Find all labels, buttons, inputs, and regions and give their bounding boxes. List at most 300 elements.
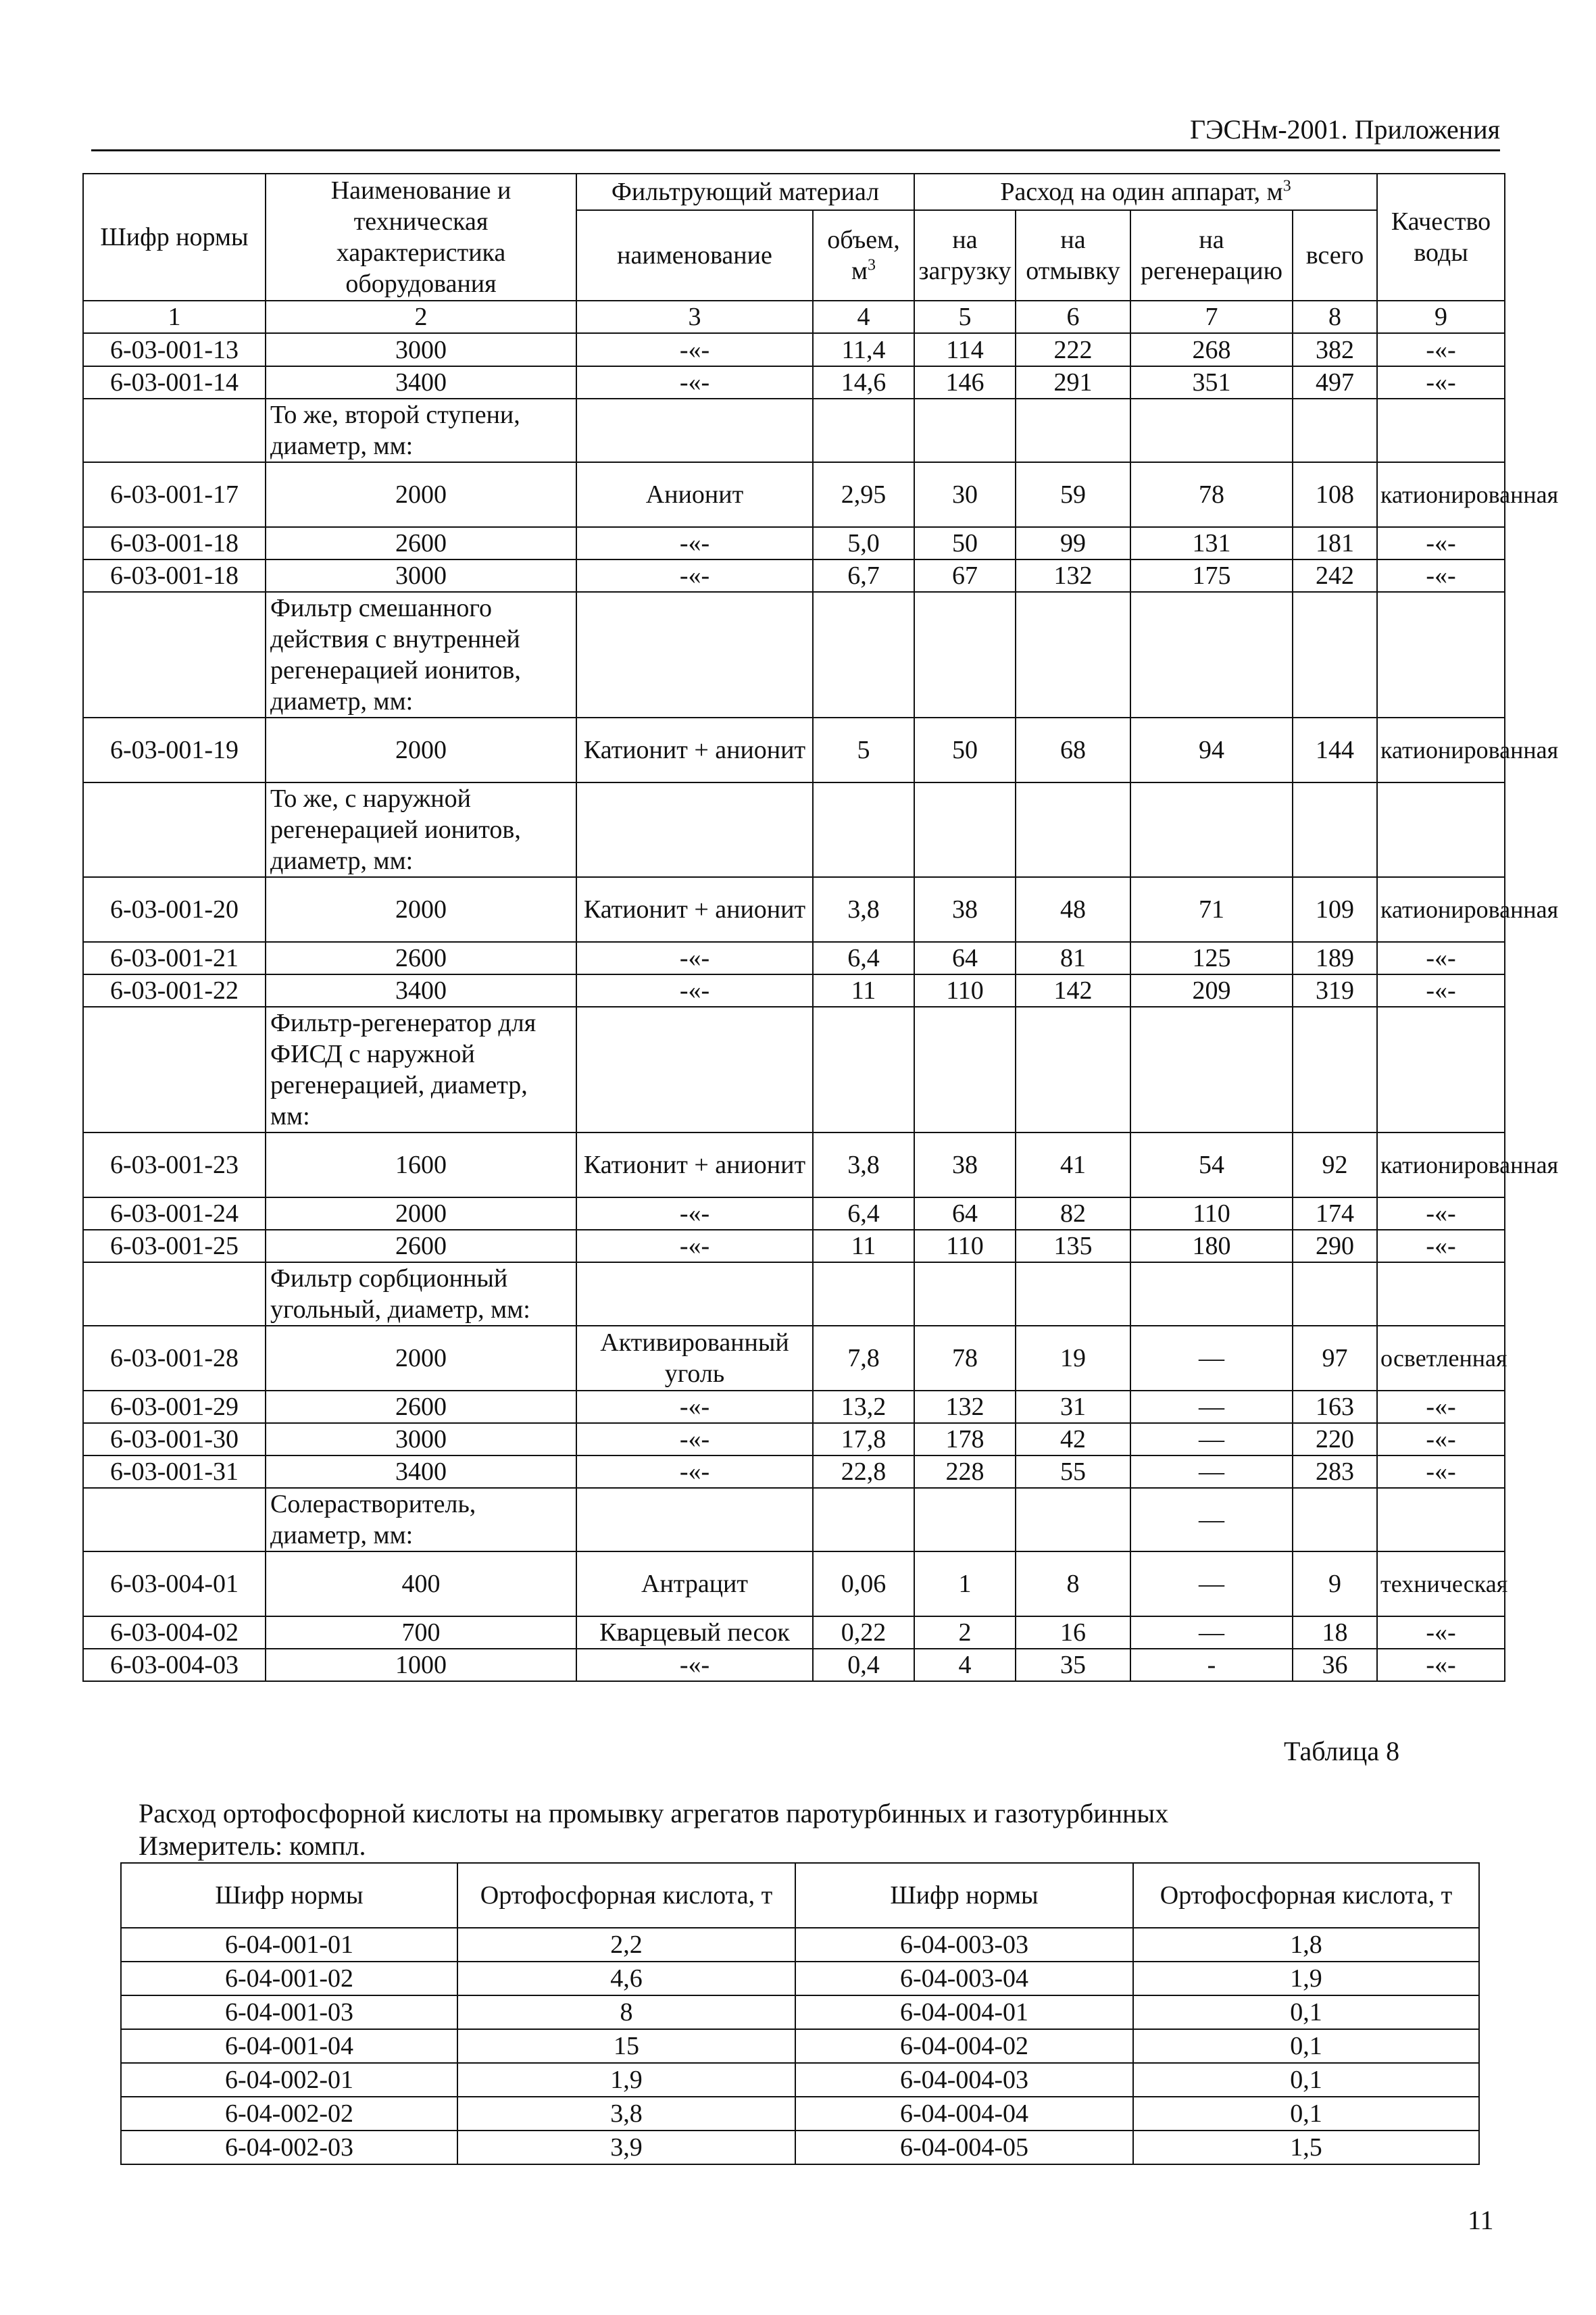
table-row [121,2097,1479,2131]
cell-volume [813,592,914,718]
cell-material: Антрацит [576,1551,813,1616]
cell-regen: — [1130,1423,1293,1455]
cell-code: 6-04-004-04 [795,2097,1133,2131]
cell-amount: 4,6 [457,1962,795,1995]
cell-regen: 131 [1130,527,1293,559]
cell-volume: 2,95 [813,462,914,527]
cell-regen: 71 [1130,877,1293,942]
cell-regen: — [1130,1616,1293,1649]
cell-material: -«- [576,1197,813,1230]
cell-total: 290 [1293,1230,1377,1262]
header-regen: на регенерацию [1130,210,1293,301]
cell-total: 97 [1293,1326,1377,1391]
cell-wash: 19 [1016,1326,1130,1391]
cell-material: -«- [576,1455,813,1488]
cell-material: -«- [576,527,813,559]
cell-material: -«- [576,1391,813,1423]
cell-amount: 15 [457,2029,795,2063]
cell-material: -«- [576,1649,813,1681]
cell-name: 2600 [266,1230,576,1262]
cell-load: 67 [914,559,1016,592]
cell-code [83,782,266,877]
table-row [121,2063,1479,2097]
table-unit: Измеритель: компл. [139,1831,366,1861]
cell-wash [1016,1488,1130,1551]
cell-total: 108 [1293,462,1377,527]
table-row [83,462,1505,527]
cell-total: 109 [1293,877,1377,942]
cell-quality: -«- [1377,974,1505,1007]
cell-amount: 1,9 [457,2063,795,2097]
cell-code: 6-04-004-01 [795,1995,1133,2029]
cell-volume: 11 [813,1230,914,1262]
table-row [83,1197,1505,1230]
cell-volume: 3,8 [813,1132,914,1197]
cell-volume: 11,4 [813,333,914,366]
cell-name: Солерастворитель, диаметр, мм: [266,1488,576,1551]
cell-name: 1000 [266,1649,576,1681]
cell-amount: 1,9 [1133,1962,1479,1995]
cell-regen: - [1130,1649,1293,1681]
table-row [83,1326,1505,1391]
table-row [83,1391,1505,1423]
cell-wash: 82 [1016,1197,1130,1230]
cell-code: 6-03-001-31 [83,1455,266,1488]
cell-code: 6-04-004-02 [795,2029,1133,2063]
cell-regen: 351 [1130,366,1293,399]
header-quality: Качество воды [1377,174,1505,301]
table-row [83,877,1505,942]
cell-code: 6-03-004-03 [83,1649,266,1681]
cell-regen: 78 [1130,462,1293,527]
cell-name: 2600 [266,942,576,974]
cell-name: То же, второй ступени, диаметр, мм: [266,399,576,462]
cell-regen: 268 [1130,333,1293,366]
cell-name: 2600 [266,527,576,559]
cell-material: -«- [576,366,813,399]
cell-quality: -«- [1377,1197,1505,1230]
cell-material: Катионит + анионит [576,877,813,942]
cell-regen: — [1130,1326,1293,1391]
cell-regen: 54 [1130,1132,1293,1197]
cell-volume [813,1007,914,1132]
cell-volume: 6,4 [813,942,914,974]
acid-header-amount: Ортофосфорная кислота, т [457,1863,795,1928]
cell-volume: 7,8 [813,1326,914,1391]
cell-regen: — [1130,1551,1293,1616]
cell-material: Катионит + анионит [576,718,813,782]
main-table [82,173,1559,1682]
table-title-text: Расход ортофосфорной кислоты на промывку агрегатов паротурбинных и газотурбинных [139,1798,1169,1828]
cell-code: 6-03-001-22 [83,974,266,1007]
cell-material: -«- [576,1230,813,1262]
cell-load: 4 [914,1649,1016,1681]
cell-quality [1377,399,1505,462]
col-number: 2 [266,301,576,333]
cell-regen: — [1130,1455,1293,1488]
cell-quality [1377,592,1505,718]
cell-name: Фильтр сорбционный угольный, диаметр, мм: [266,1262,576,1326]
cell-quality [1377,1488,1505,1551]
cell-material: -«- [576,974,813,1007]
cell-load: 110 [914,974,1016,1007]
cell-wash: 291 [1016,366,1130,399]
cell-code: 6-03-001-18 [83,559,266,592]
cell-total: 92 [1293,1132,1377,1197]
cell-name: 3000 [266,1423,576,1455]
table-row [121,1995,1479,2029]
header-wash: на отмывку [1016,210,1130,301]
table-row [83,1230,1505,1262]
cell-regen [1130,782,1293,877]
cell-total: 163 [1293,1391,1377,1423]
cell-wash: 135 [1016,1230,1130,1262]
table-row [83,1488,1505,1551]
cell-name: 2000 [266,1326,576,1391]
cell-code: 6-04-001-01 [121,1928,457,1962]
cell-total: 319 [1293,974,1377,1007]
cell-name: 400 [266,1551,576,1616]
table-row [121,2029,1479,2063]
cell-regen: — [1130,1488,1293,1551]
table-row [83,592,1505,718]
cell-load: 64 [914,942,1016,974]
cell-code: 6-04-004-05 [795,2131,1133,2164]
cell-total [1293,1262,1377,1326]
cell-volume [813,1262,914,1326]
cell-volume: 5,0 [813,527,914,559]
table-row [83,1551,1505,1616]
col-number: 6 [1016,301,1130,333]
cell-code: 6-03-004-01 [83,1551,266,1616]
cell-load [914,782,1016,877]
cell-quality: -«- [1377,942,1505,974]
table-caption: Таблица 8 [1284,1736,1400,1766]
cell-code: 6-03-001-21 [83,942,266,974]
cell-wash: 222 [1016,333,1130,366]
cell-quality: -«- [1377,1423,1505,1455]
cell-material [576,399,813,462]
col-number: 5 [914,301,1016,333]
table-title [139,1797,1456,1862]
header-filter-group: Фильтрующий материал [576,174,914,210]
cell-name: 3400 [266,366,576,399]
cell-name: 2000 [266,462,576,527]
cell-load [914,399,1016,462]
cell-code: 6-03-001-28 [83,1326,266,1391]
cell-quality: -«- [1377,1391,1505,1423]
cell-total: 36 [1293,1649,1377,1681]
header-name: Наименование и техническая характеристика оборудования [266,174,576,301]
cell-code: 6-04-001-04 [121,2029,457,2063]
cell-total: 144 [1293,718,1377,782]
cell-name: 3400 [266,974,576,1007]
table-row [83,1262,1505,1326]
cell-name: 3000 [266,333,576,366]
table-row [83,527,1505,559]
cell-code: 6-04-001-02 [121,1962,457,1995]
table-row [83,942,1505,974]
acid-header-code: Шифр нормы [795,1863,1133,1928]
cell-material [576,782,813,877]
cell-regen: 175 [1130,559,1293,592]
cell-name: 700 [266,1616,576,1649]
acid-header-code: Шифр нормы [121,1863,457,1928]
cell-quality: осветленная [1377,1326,1505,1391]
cell-volume: 0,4 [813,1649,914,1681]
cell-quality: -«- [1377,527,1505,559]
cell-amount: 3,9 [457,2131,795,2164]
cell-load: 50 [914,527,1016,559]
cell-amount: 1,5 [1133,2131,1479,2164]
header-filter-name: наименование [576,210,813,301]
cell-total: 220 [1293,1423,1377,1455]
cell-total [1293,782,1377,877]
cell-total: 242 [1293,559,1377,592]
cell-amount: 2,2 [457,1928,795,1962]
cell-load: 78 [914,1326,1016,1391]
cell-name: 3400 [266,1455,576,1488]
cell-total: 174 [1293,1197,1377,1230]
cell-name: 3000 [266,559,576,592]
cell-volume: 17,8 [813,1423,914,1455]
cell-wash: 68 [1016,718,1130,782]
cell-quality: -«- [1377,366,1505,399]
cell-material: Анионит [576,462,813,527]
cell-load: 50 [914,718,1016,782]
cell-load [914,1262,1016,1326]
cell-wash: 132 [1016,559,1130,592]
cell-volume: 11 [813,974,914,1007]
cell-load: 114 [914,333,1016,366]
cell-name: То же, с наружной регенерацией ионитов, диаметр, мм: [266,782,576,877]
cell-name: 1600 [266,1132,576,1197]
cell-volume: 14,6 [813,366,914,399]
cell-code: 6-03-001-13 [83,333,266,366]
cell-wash: 35 [1016,1649,1130,1681]
cell-code: 6-04-002-02 [121,2097,457,2131]
acid-header-amount: Ортофосфорная кислота, т [1133,1863,1479,1928]
cell-volume [813,782,914,877]
header-total: всего [1293,210,1377,301]
cell-amount: 3,8 [457,2097,795,2131]
cell-quality [1377,1007,1505,1132]
cell-wash: 31 [1016,1391,1130,1423]
table-row [83,1455,1505,1488]
cell-total: 497 [1293,366,1377,399]
cell-wash: 99 [1016,527,1130,559]
table-row [121,1928,1479,1962]
cell-load: 132 [914,1391,1016,1423]
cell-regen [1130,1262,1293,1326]
cell-total [1293,1488,1377,1551]
cell-material: Катионит + анионит [576,1132,813,1197]
table-row [83,559,1505,592]
cell-material: Активированный уголь [576,1326,813,1391]
cell-total: 9 [1293,1551,1377,1616]
col-number: 4 [813,301,914,333]
cell-regen: 94 [1130,718,1293,782]
cell-wash [1016,782,1130,877]
cell-quality: -«- [1377,1649,1505,1681]
cell-material: -«- [576,333,813,366]
table-row [83,1423,1505,1455]
cell-material: -«- [576,559,813,592]
cell-wash: 8 [1016,1551,1130,1616]
cell-name: 2600 [266,1391,576,1423]
cell-code: 6-03-001-29 [83,1391,266,1423]
cell-volume: 13,2 [813,1391,914,1423]
cell-regen: 110 [1130,1197,1293,1230]
cell-volume: 6,4 [813,1197,914,1230]
cell-code: 6-03-001-24 [83,1197,266,1230]
cell-code: 6-03-001-30 [83,1423,266,1455]
cell-volume: 0,22 [813,1616,914,1649]
cell-regen [1130,1007,1293,1132]
cell-code [83,399,266,462]
cell-code [83,1007,266,1132]
cell-code: 6-04-002-03 [121,2131,457,2164]
cell-quality: -«- [1377,333,1505,366]
cell-load: 30 [914,462,1016,527]
cell-load [914,1488,1016,1551]
col-number: 7 [1130,301,1293,333]
cell-material [576,1262,813,1326]
cell-code: 6-03-001-14 [83,366,266,399]
cell-code: 6-03-001-25 [83,1230,266,1262]
cell-volume [813,1488,914,1551]
cell-code: 6-03-001-20 [83,877,266,942]
table-row [83,399,1505,462]
cell-amount: 0,1 [1133,2029,1479,2063]
acid-table [120,1862,1480,2165]
cell-wash [1016,1262,1130,1326]
cell-wash: 16 [1016,1616,1130,1649]
cell-wash: 41 [1016,1132,1130,1197]
cell-wash [1016,1007,1130,1132]
cell-load: 178 [914,1423,1016,1455]
table-row [83,1616,1505,1649]
cell-quality: -«- [1377,1616,1505,1649]
cell-code: 6-04-003-03 [795,1928,1133,1962]
table-row [83,782,1505,877]
cell-name: Фильтр смешанного действия с внутренней регенерацией ионитов, диаметр, мм: [266,592,576,718]
cell-code: 6-03-004-02 [83,1616,266,1649]
cell-quality: катионированная [1377,462,1505,527]
header-load: на загрузку [914,210,1016,301]
cell-load [914,1007,1016,1132]
cell-volume: 0,06 [813,1551,914,1616]
cell-load: 1 [914,1551,1016,1616]
table-row [83,333,1505,366]
cell-code [83,592,266,718]
cell-wash: 55 [1016,1455,1130,1488]
cell-quality: техническая [1377,1551,1505,1616]
cell-regen: — [1130,1391,1293,1423]
cell-material [576,1007,813,1132]
table-row [83,1007,1505,1132]
cell-code: 6-04-003-04 [795,1962,1133,1995]
cell-quality: -«- [1377,1230,1505,1262]
cell-amount: 8 [457,1995,795,2029]
cell-regen: 209 [1130,974,1293,1007]
cell-load: 38 [914,1132,1016,1197]
cell-regen [1130,592,1293,718]
cell-volume: 22,8 [813,1455,914,1488]
page-header: ГЭСНм-2001. Приложения [91,114,1500,151]
table-row [83,1649,1505,1681]
cell-total: 189 [1293,942,1377,974]
cell-volume: 6,7 [813,559,914,592]
col-number: 1 [83,301,266,333]
cell-quality [1377,1262,1505,1326]
table-row [121,2131,1479,2164]
cell-quality: катионированная [1377,718,1505,782]
cell-name: 2000 [266,1197,576,1230]
cell-load: 110 [914,1230,1016,1262]
cell-total: 18 [1293,1616,1377,1649]
cell-material: -«- [576,942,813,974]
cell-name: Фильтр-регенератор для ФИСД с наружной регенерацией, диаметр, мм: [266,1007,576,1132]
header-consumption-group: Расход на один аппарат, $м^3$ [914,174,1377,210]
cell-wash: 81 [1016,942,1130,974]
cell-volume [813,399,914,462]
cell-load: 146 [914,366,1016,399]
cell-code: 6-03-001-17 [83,462,266,527]
table-row [121,1962,1479,1995]
cell-wash: 59 [1016,462,1130,527]
cell-total: 283 [1293,1455,1377,1488]
cell-quality: катионированная [1377,877,1505,942]
cell-code: 6-04-002-01 [121,2063,457,2097]
cell-name: 2000 [266,718,576,782]
cell-code [83,1262,266,1326]
cell-code: 6-04-004-03 [795,2063,1133,2097]
cell-code [83,1488,266,1551]
cell-quality: катионированная [1377,1132,1505,1197]
cell-wash: 142 [1016,974,1130,1007]
cell-volume: 3,8 [813,877,914,942]
col-number: 9 [1377,301,1505,333]
cell-total [1293,1007,1377,1132]
cell-code: 6-04-001-03 [121,1995,457,2029]
cell-regen [1130,399,1293,462]
cell-material [576,592,813,718]
table-row [83,718,1505,782]
cell-total [1293,399,1377,462]
cell-load: 38 [914,877,1016,942]
cell-quality: -«- [1377,1455,1505,1488]
table-row [83,1132,1505,1197]
page-number: 11 [1468,2205,1494,2235]
table-row [83,366,1505,399]
table-row [83,974,1505,1007]
cell-material: Кварцевый песок [576,1616,813,1649]
cell-code: 6-03-001-19 [83,718,266,782]
cell-wash [1016,399,1130,462]
cell-amount: 1,8 [1133,1928,1479,1962]
col-number: 3 [576,301,813,333]
header-code: Шифр нормы [83,174,266,301]
cell-load: 2 [914,1616,1016,1649]
cell-total: 181 [1293,527,1377,559]
cell-name: 2000 [266,877,576,942]
header-filter-volume: объем, $м^3$ [813,210,914,301]
cell-quality: -«- [1377,559,1505,592]
cell-wash [1016,592,1130,718]
cell-amount: 0,1 [1133,2097,1479,2131]
col-number: 8 [1293,301,1377,333]
